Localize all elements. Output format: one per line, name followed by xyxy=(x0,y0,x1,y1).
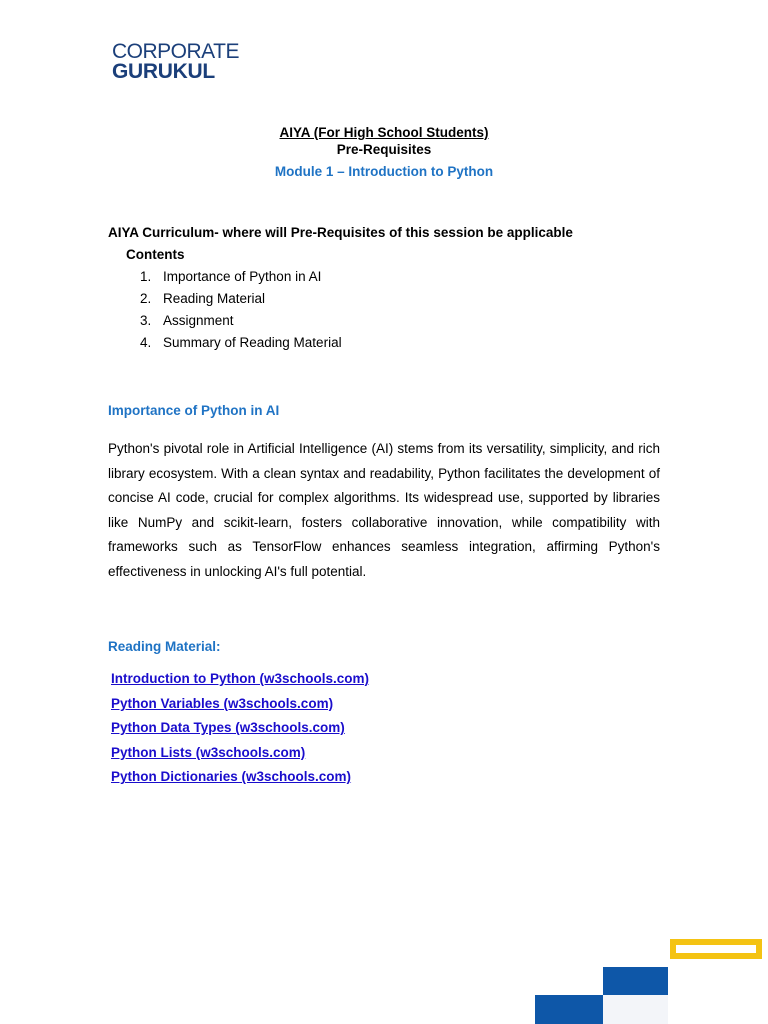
document-subtitle: Pre-Requisites xyxy=(336,142,432,157)
toc-number: 1. xyxy=(140,269,152,284)
toc-number: 4. xyxy=(140,335,152,350)
document-title: AIYA (For High School Students) xyxy=(279,125,489,140)
link-intro-python[interactable]: Introduction to Python (w3schools.com) xyxy=(111,671,369,686)
toc-item xyxy=(140,335,342,357)
curriculum-heading: AIYA Curriculum- where will Pre-Requisites of this session be applicable xyxy=(108,225,573,240)
importance-heading: Importance of Python in AI xyxy=(108,403,280,418)
link-python-lists[interactable]: Python Lists (w3schools.com) xyxy=(111,744,306,760)
list-item xyxy=(111,720,369,745)
contents-label: Contents xyxy=(126,247,185,262)
link-python-variables[interactable]: Python Variables (w3schools.com) xyxy=(111,695,334,711)
reading-links xyxy=(111,671,369,794)
toc-text: Importance of Python in AI xyxy=(163,269,322,284)
toc-text: Reading Material xyxy=(163,291,266,306)
toc-number: 3. xyxy=(140,313,152,328)
toc-item xyxy=(140,313,342,335)
list-item xyxy=(111,769,369,794)
list-item xyxy=(111,671,369,696)
logo-line-1: CORPORATE xyxy=(112,40,239,63)
list-item xyxy=(111,696,369,721)
toc-item xyxy=(140,269,342,291)
link-python-dictionaries[interactable]: Python Dictionaries (w3schools.com) xyxy=(111,769,352,785)
importance-paragraph: Python's pivotal role in Artificial Intelligence (AI) stems from its versatility, simplicity, and rich library ecosystem. With a clean syntax and readability, Python facilitates the development of concise AI code, crucial for complex algorithms. Its widespread use, supported by libraries like NumPy and scikit-learn, fosters collaborative innovation, while compatibility with frameworks such as TensorFlow enhances seamless integration, affirming Python's effectiveness in unlocking AI's full potential. xyxy=(108,441,660,579)
decorative-blue-block xyxy=(603,967,668,995)
toc-text: Summary of Reading Material xyxy=(163,335,342,350)
decorative-blue-block xyxy=(535,995,603,1024)
toc-item xyxy=(140,291,342,313)
table-of-contents xyxy=(140,269,342,357)
reading-material-heading: Reading Material: xyxy=(108,639,221,654)
decorative-light-block xyxy=(603,995,668,1024)
decorative-yellow-frame xyxy=(670,939,762,959)
logo-line-2: GURUKUL xyxy=(112,60,215,83)
list-item xyxy=(111,745,369,770)
toc-number: 2. xyxy=(140,291,152,306)
module-title: Module 1 – Introduction to Python xyxy=(274,164,494,179)
link-python-data-types[interactable]: Python Data Types (w3schools.com) xyxy=(111,720,345,736)
corporate-gurukul-logo xyxy=(112,40,239,83)
toc-text: Assignment xyxy=(163,313,234,328)
